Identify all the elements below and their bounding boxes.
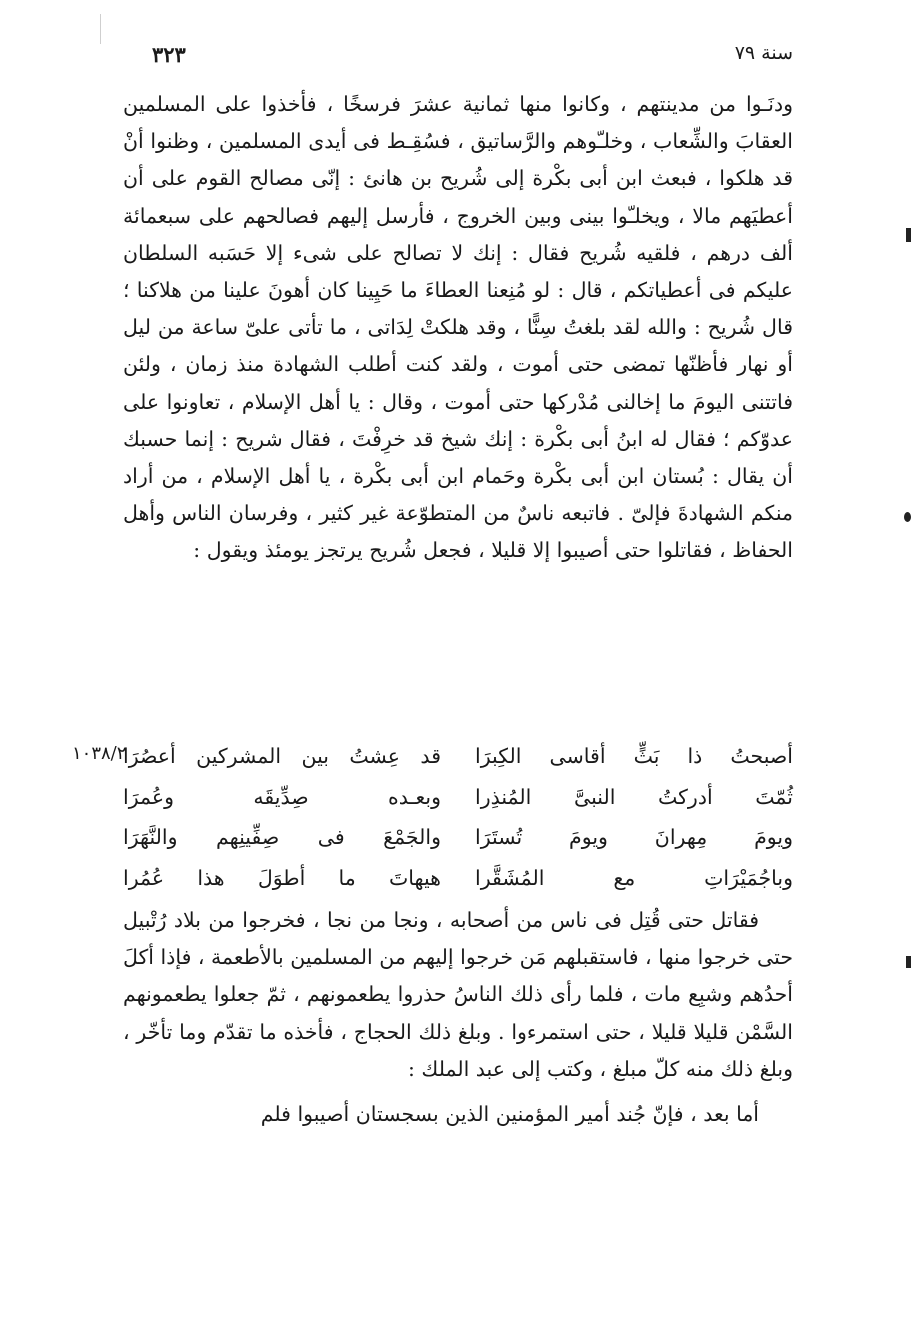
verse-second-hemistich: وبعـده صِدِّيقَه وعُمرَا bbox=[123, 784, 441, 809]
continuation-text bbox=[123, 902, 793, 1133]
main-text bbox=[123, 86, 793, 570]
verse-first-hemistich: وباجُمَيْرَاتِ مع المُشَقَّرا bbox=[475, 865, 793, 890]
verse-line bbox=[123, 736, 793, 777]
verse-second-hemistich: قد عِشتُ بين المشركين أعصُرَا bbox=[123, 744, 441, 769]
verse-line bbox=[123, 777, 793, 818]
scan-crease bbox=[100, 14, 101, 44]
scan-mark bbox=[906, 228, 911, 242]
page-number: ٣٢٣ bbox=[152, 42, 186, 67]
verse-line bbox=[123, 858, 793, 899]
poem bbox=[123, 736, 793, 898]
paragraph: ودنَـوا من مدينتهم ، وكانوا منها ثمانية عشرَ فرسخًا ، فأخذوا على المسلمين العقابَ والشِّعاب ، وخلـّوهم والرَّساتيق ، فسُقِـط فى أيدى المسلمين ، وظنوا أنْ قد هلكوا ، فبعث ابن أبى بكْرة إلى شُريح بن هانئ : إنّى مصالح القوم على أن أعطيَهم مالا ، ويخلـّوا بينى وبين الخروج ، فأرسل إليهم فصالحهم على سبعمائة ألف درهم ، فلقيه شُريح فقال : إنك لا تصالح على شىء إلا حَسَبه السلطان عليكم فى أعطياتكم ، قال : لو مُنِعنا العطاءَ ما حَيِينا كان أهونَ علينا من هلاكنا ؛ قال شُريح : والله لقد بلغتُ سِنًّا ، وقد هلكتْ لِدَاتى ، ما تأتى علىّ ساعة من ليل أو نهار فأظنّها تمضى حتى أموت ، ولقد كنت أطلب الشهادة منذ زمان ، ولئن فاتتنى اليومَ ما إخالنى مُدْركها حتى أموت ، وقال : يا أهل الإسلام ، تعاونوا على عدوّكم ؛ فقال له ابنُ أبى بكْرة : إنك شيخ قد خرِفْتَ ، فقال شريح : إنما حسبك أن يقال : بُستان ابن أبى بكْرة وحَمام ابن أبى بكْرة ، يا أهل الإسلام ، من أراد منكم الشهادةَ فإلىّ . فاتبعه ناسٌ من المتطوّعة غير كثير ، وفرسان الناس وأهل الحفاظ ، فقاتلوا حتى أصيبوا إلا قليلا ، فجعل شُريح يرتجز يومئذ ويقول : bbox=[123, 92, 793, 563]
scan-mark bbox=[904, 512, 911, 522]
running-head-year: سنة ٧٩ bbox=[734, 42, 793, 64]
verse-first-hemistich: ويومَ مِهرانَ ويومَ تُستَرَا bbox=[475, 825, 793, 850]
margin-reference: ١٠٣٨/٢ bbox=[72, 743, 127, 764]
verse-first-hemistich: أصبحتُ ذا بَثٍّ أقاسى الكِبرَا bbox=[475, 744, 793, 769]
verse-first-hemistich: ثُمّتَ أدركتُ النبىَّ المُنذِرا bbox=[475, 784, 793, 809]
letter-opening: أما بعد ، فإنّ جُند أمير المؤمنين الذين بسجستان أصيبوا فلم bbox=[260, 1102, 759, 1127]
scan-mark bbox=[906, 956, 911, 968]
verse-line bbox=[123, 817, 793, 858]
verse-second-hemistich: والجَمْعَ فى صِفِّينِهم والنَّهَرَا bbox=[123, 825, 441, 850]
verse-second-hemistich: هيهاتَ ما أطوَلَ هذا عُمُرا bbox=[123, 865, 441, 890]
paragraph: فقاتل حتى قُتِل فى ناس من أصحابه ، ونجا من نجا ، فخرجوا من بلاد رُتْبيل حتى خرجوا منها ، فاستقبلهم مَن خرجوا إليهم من المسلمين بالأطعمة ، فإذا أكلَ أحدُهم وشبِع مات ، فلما رأى ذلك الناسُ حذروا يطعمونهم ، ثمّ جعلوا يطعمونهم السَّمْن قليلا قليلا ، حتى استمرءوا . وبلغ ذلك الحجاج ، فأخذه ما تقدّم وما تأخّر ، وبلغ ذلك منه كلّ مبلغ ، وكتب إلى عبد الملك : bbox=[123, 908, 793, 1081]
